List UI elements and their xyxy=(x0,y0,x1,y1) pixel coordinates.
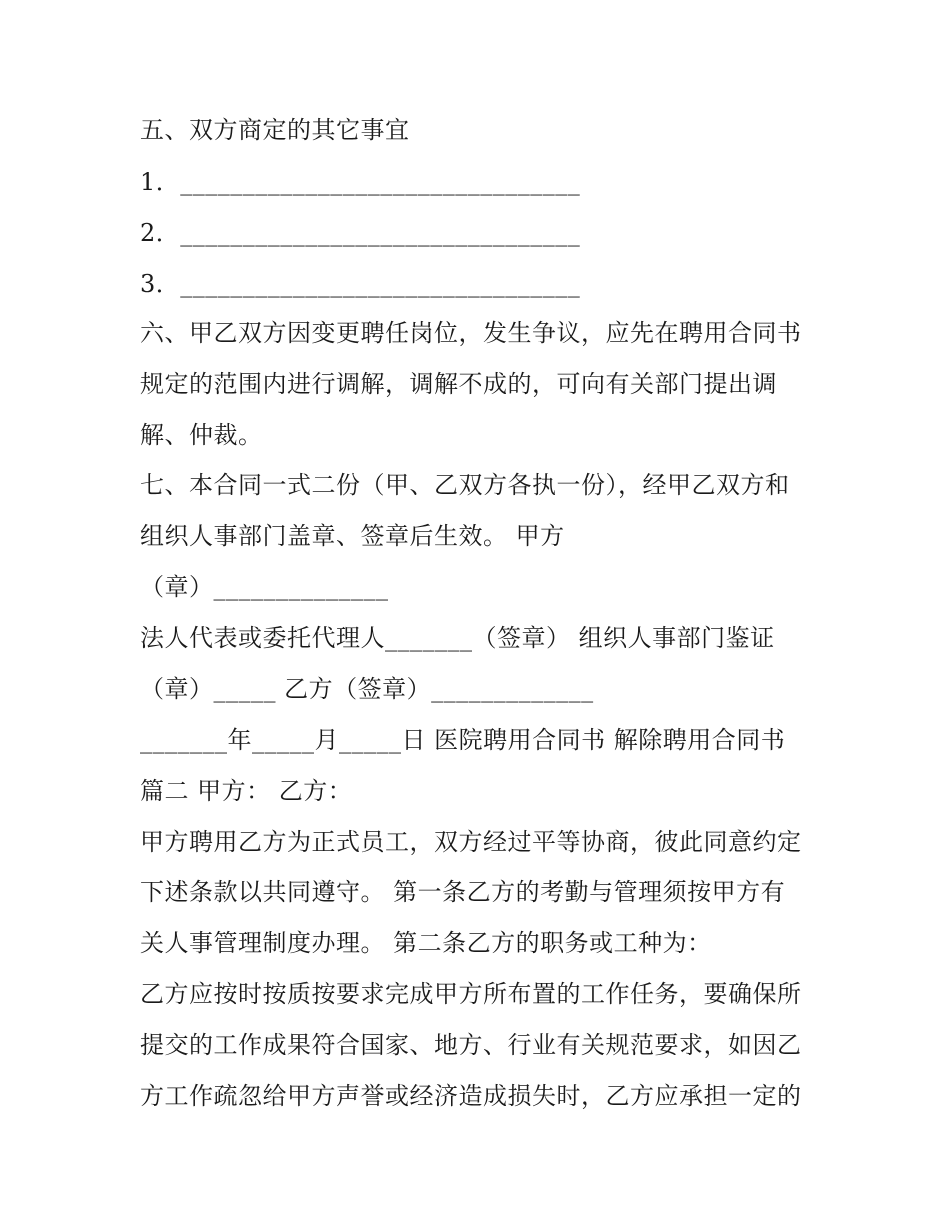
party-b-signature-line: （章）_____ 乙方（签章）_____________ xyxy=(140,675,594,703)
paragraph-line-4: 乙方应按时按质按要求完成甲方所布置的工作任务，要确保所 xyxy=(140,980,802,1008)
blank-line-item-3: 3．________________________________ xyxy=(140,270,581,298)
paragraph-line-6: 方工作疏忽给甲方声誉或经济造成损失时，乙方应承担一定的 xyxy=(140,1082,802,1110)
paragraph-line-5: 提交的工作成果符合国家、地方、行业有关规范要求，如因乙 xyxy=(140,1031,802,1059)
section-six-line-3: 解、仲裁。 xyxy=(140,421,263,449)
paragraph-line-1: 甲方聘用乙方为正式员工，双方经过平等协商，彼此同意约定 xyxy=(140,828,802,856)
blank-line-item-2: 2．________________________________ xyxy=(140,219,581,247)
section-seven-line-2: 组织人事部门盖章、签章后生效。 甲方 xyxy=(140,522,565,550)
legal-representative-line: 法人代表或委托代理人_______（签章） 组织人事部门鉴证 xyxy=(140,624,775,652)
section-seven-line-1: 七、本合同一式二份（甲、乙双方各执一份），经甲乙双方和 xyxy=(140,471,790,499)
section-six-line-1: 六、甲乙双方因变更聘任岗位，发生争议，应先在聘用合同书 xyxy=(140,319,802,347)
section-six-line-2: 规定的范围内进行调解，调解不成的，可向有关部门提出调 xyxy=(140,370,777,398)
part-two-parties: 篇二 甲方： 乙方： xyxy=(140,777,353,805)
section-five-heading: 五、双方商定的其它事宜 xyxy=(140,116,410,144)
date-title-line: _______年_____月_____日 医院聘用合同书 解除聘用合同书 xyxy=(140,726,786,754)
party-a-seal-line: （章）______________ xyxy=(140,573,389,601)
blank-line-item-1: 1．________________________________ xyxy=(140,168,581,196)
paragraph-line-3: 关人事管理制度办理。 第二条乙方的职务或工种为： xyxy=(140,929,712,957)
paragraph-line-2: 下述条款以共同遵守。 第一条乙方的考勤与管理须按甲方有 xyxy=(140,878,786,906)
